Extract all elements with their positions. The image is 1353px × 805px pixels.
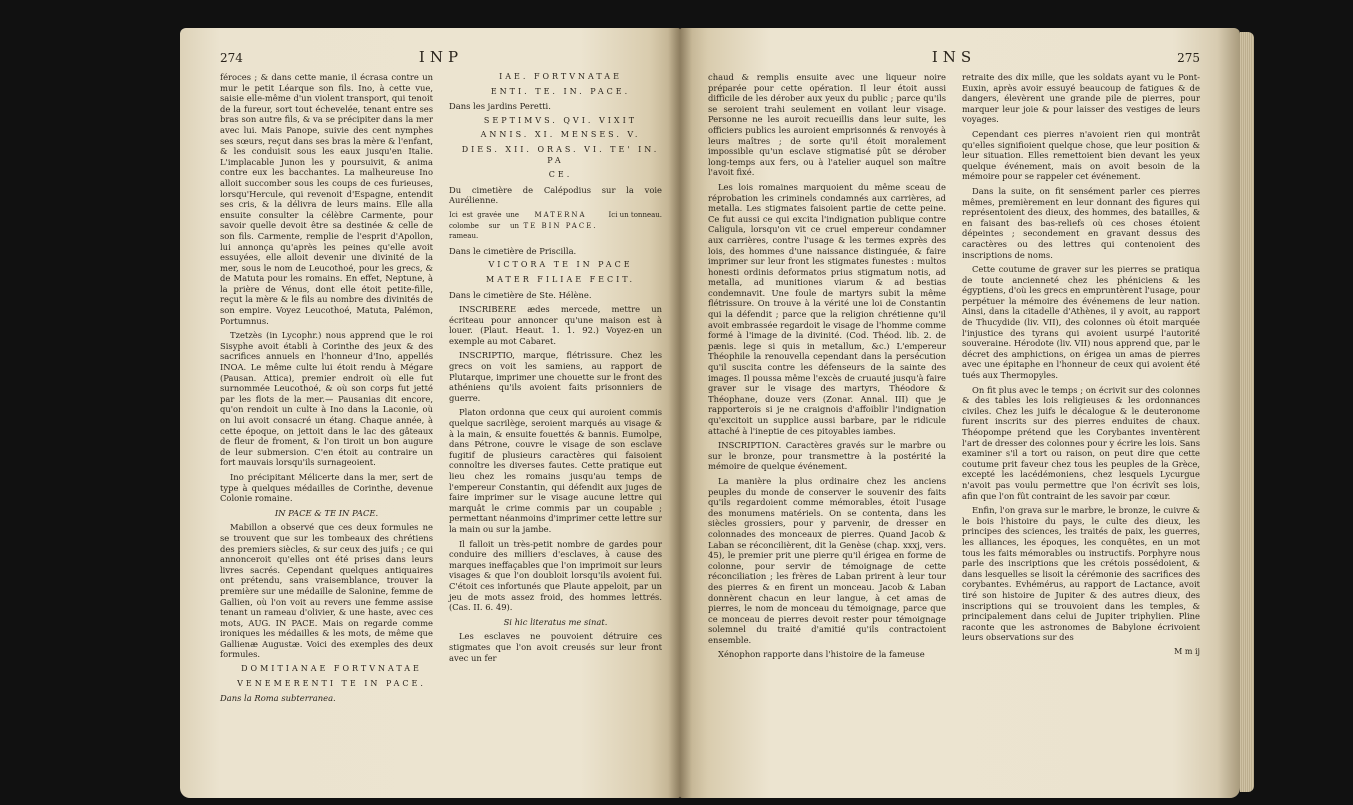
paragraph: chaud & remplis ensuite avec une liqueur noire préparée pour cette opération. Il leur étoit aussi difficile de les dérober aux yeux du public ; parce qu'ils se seroient trahi seulement en voilant leur visage. Personne ne les auroit recueillis dans leur suite, les officiers publics les auroient emprisonnés & renvoyés à leurs maîtres ; de sorte qu'il étoit moralement impossible qu'un esclave stigmatisé pût se dérober long-temps aux fers, ou à l'atelier auquel son maître l'avoit fixé. — [708, 72, 946, 178]
right-page-number: 275 — [1177, 51, 1200, 65]
inscription-line: VENEMERENTI TE IN PACE. — [237, 678, 426, 688]
inscription-line: CE. — [548, 170, 573, 180]
left-columns — [220, 72, 662, 708]
inscription-line: SEPTIMVS. QVI. VIXIT — [483, 115, 638, 125]
caption: Dans le cimetière de Priscilla. — [449, 245, 577, 256]
paragraph: Tzetzès (in Lycophr.) nous apprend que le roi Sisyphe avoit établi à Corinthe des jeux & des sacrifices annuels en l'honneur d'Ino, appellés INOA. Le même culte lui étoit rendu à Mégare (Pausan. Attica), premier endroit où elle fut surnommée Leucothoé, & où son corps fut jetté par les flots de la mer.— Pausanias dit encore, qu'on rendoit un culte à Ino dans la Laconie, où on lui avoit consacré un étang. Chaque année, à cette époque, on jettoit dans le lac des gâteaux de fleur de froment, & l'on tiroit un bon augure de leur submersion. C'en étoit au contraire un fort mauvais lorsqu'ils surnageoient. — [220, 330, 433, 468]
right-page — [680, 28, 1240, 798]
right-column-2 — [962, 72, 1200, 664]
inscription-line: MATERNA — [534, 210, 587, 219]
entry-paragraph: INSCRIPTION. Caractères gravés sur le marbre ou sur le bronze, pour transmettre à la postérité la mémoire de quelque événement. — [708, 440, 946, 472]
open-book — [180, 28, 1240, 798]
quotation: Si hic literatus me sinat. — [503, 616, 608, 627]
entry-paragraph: INSCRIPTIO, marque, flétrissure. Chez les grecs on voit les samiens, au rapport de Plutarque, imprimer une chouette sur le front des athéniens qu'ils avoient faits prisonniers de guerre. — [449, 350, 662, 403]
inscription-line: ANNIS. XI. MENSES. V. — [480, 130, 641, 140]
right-column-1 — [708, 72, 946, 664]
entry-paragraph: INSCRIBERE ædes mercede, mettre un écriteau pour annoncer qu'une maison est à louer. (Plaut. Heaut. 1. 1. 92.) Voyez-en un exemple au mot Cabaret. — [449, 304, 662, 346]
paragraph: Ino précipitant Mélicerte dans la mer, sert de type à quelques médailles de Corinthe, devenue Colonie romaine. — [220, 471, 433, 504]
caption: Du cimetière de Calépodius sur la voie Aurélienne. — [449, 184, 662, 206]
paragraph: Xénophon rapporte dans l'histoire de la fameuse — [718, 649, 925, 660]
section-heading: IN PACE & TE IN PACE. — [274, 507, 379, 518]
paragraph: Cependant ces pierres n'avoient rien qui montrât qu'elles signifioient quelque chose, que leur position & leur situation. Elles remettoient bien devant les yeux quelque événement, mais on avoit besoin de la mémoire pour se rappeler cet événement. — [962, 128, 1200, 182]
paragraph: On fit plus avec le temps ; on écrivit sur des colonnes & des tables les lois religieuses & les ordonnances civiles. Chez les juifs le décalogue & le deuteronome furent inscrits sur des pierres enduites de chaux. Théopompe prétend que les Corybantes inventèrent l'art de dresser des colonnes pour y écrire les lois. Sans examiner s'il a tort ou raison, on peut dire que cette coutume prit faveur chez tous les peuples de la Grèce, excepté les lacédémoniens, chez lesquels Lycurgue n'avoit pas voulu permettre que l'on écrivît ses lois, afin que l'on fût contraint de les savoir par cœur. — [962, 384, 1200, 501]
paragraph: Dans la suite, on fit sensément parler ces pierres mêmes, premièrement en leur donnant des figures qui représentoient des dieux, des hommes, des batailles, & en faisant des bas-reliefs où ces choses étoient dépeintes ; secondement en gravant dessus des caractères ou des lettres qui contenoient des inscriptions de noms. — [962, 185, 1200, 260]
left-page-header — [220, 48, 662, 66]
inscription-line: ENTI. TE. IN. PACE. — [490, 86, 631, 96]
side-note: Ici est gravée une colombe sur un rameau. — [449, 210, 519, 241]
right-page-header — [708, 48, 1200, 66]
left-column-1 — [220, 72, 433, 708]
paragraph: Les esclaves ne pouvoient détruire ces stigmates que l'on avoit creusés sur leur front avec un fer — [449, 631, 662, 663]
inscription-layout — [449, 210, 662, 242]
paragraph: Les lois romaines marquoient du même sceau de réprobation les criminels condamnés aux carrières, ad metalla. Les stigmates faisoient partie de cette peine. Ce fut aussi ce qui excita l'indignation publique contre Caligula, lorsqu'on vit ce cruel empereur condamner aux carrières, contre l'usage & les termes exprès des lois, des hommes d'une naissance distinguée, & faire imprimer sur leur front les stigmates funestes : multos honesti ordinis deformatos prius stigmatum notis, ad metalla, ad munitiones viarum & ad bestias condemnavit. Une foule de martyrs subit la même flétrissure. On trouve à la vérité une loi de Constantin qui la défendit ; parce que la religion chrétienne qu'il avoit embrassée regardoit le visage de l'homme comme formé à l'image de la divinité. (Cod. Théod. lib. 2. de pænis. lege si quis in metallum, &c.) L'empereur Théophile la renouvella cependant dans la persécution qu'il suscita contre les défenseurs de la sainte des images. Il poussa même l'excès de cruauté jusqu'à faire graver sur le visage des martyrs, Théodore & Théophane, douze vers (Zonar. Annal. III) que je rapporterois si je ne craignois d'affoiblir l'indignation qu'excitoit un supplice aussi barbare, par le ridicule attaché à l'ineptie de ces pitoyables iambes. — [708, 181, 946, 436]
left-page — [180, 28, 680, 798]
paragraph: La manière la plus ordinaire chez les anciens peuples du monde de conserver le souvenir des faits qu'ils regardoient comme mémorables, étoit l'usage des monumens matériels. On se contenta, dans les siècles grossiers, pour y parvenir, de dresser en colonnades des monceaux de pierres. Quand Jacob & Laban se réconcilièrent, dit la Genèse (chap. xxxj, vers. 45), le premier prit une pierre qu'il érigea en forme de colonne, pour servir de témoignage de cette réconciliation ; les frères de Laban prirent à leur tour des pierres & en firent un monceau. Jacob & Laban donnèrent chacun en leur langue, à cet amas de pierres, le nom de monceau du témoignage, parce que ce monceau de pierres devoit rester pour témoignage solemnel du traité d'amitié qu'ils contractoient ensemble. — [708, 475, 946, 645]
caption: Dans les jardins Peretti. — [449, 101, 551, 112]
paragraph: Mabillon a observé que ces deux formules ne se trouvent que sur les tombeaux des chrétiens des premiers siècles, & sur ceux des juifs ; ce qui annonceroit qu'elles ont été prises dans leurs livres sacrés. Cependant quelques antiquaires ont prétendu, sans vraisemblance, trouver la première sur une médaille de Salonine, femme de Gallien, où l'on voit au revers une femme assise tenant un rameau d'olivier, & une haste, avec ces mots, AUG. IN PACE. Mais on regarde comme ironiques les médailles & les mots, de même que Gallienæ Augustæ. Voici des exemples des deux formules. — [220, 522, 433, 660]
paragraph: Platon ordonna que ceux qui auroient commis quelque sacrilège, seroient marqués au visage & à la main, & ensuite fouettés & bannis. Eumolpe, dans Pétrone, couvre le visage de son esclave fugitif de plusieurs caractères qui faisoient connoître les diverses fautes. Cette pratique eut lieu chez les romains jusqu'au temps de l'empereur Constantin, qui défendit aux juges de faire imprimer sur le visage aucune lettre qui marquât le crime commis par un coupable ; permettant néanmoins d'imprimer cette lettre sur la main ou sur la jambe. — [449, 407, 662, 534]
caption: Dans la Roma subterranea. — [220, 693, 336, 704]
inscription-line: DIES. XII. ORAS. VI. TE' IN. PA — [461, 144, 660, 165]
paragraph: Enfin, l'on grava sur le marbre, le bronze, le cuivre & le bois l'histoire du pays, le culte des dieux, les principes des sciences, les traités de paix, les guerres, les alliances, les époques, les conquêtes, en un mot tous les faits mémorables ou instructifs. Porphyre nous parle des inscriptions que les crétois possédoient, & dans lesquelles se lisoit la cérémonie des sacrifices des corybantes. Evhémérus, au rapport de Lactance, avoit tiré son histoire de Jupiter & des autres dieux, des inscriptions qui se trouvoient dans les temples, & principalement dans celui de Jupiter triphylien. Pline raconte que les astronomes de Babylone écrivoient leurs observations sur des — [962, 505, 1200, 643]
inscription-line: TE BIN PACE. — [523, 221, 598, 230]
left-running-head: INP — [418, 48, 464, 66]
left-page-number: 274 — [220, 51, 243, 65]
paragraph: Il falloit un très-petit nombre de gardes pour conduire des milliers d'esclaves, à cause des marques ineffaçables que l'on imprimoit sur leurs visages & que l'on doubloit lorsqu'ils avoient fui. C'étoit ces infortunés que Plaute appeloit, par un jeu de mots assez froid, des hommes lettrés. (Cas. II. 6. 49). — [449, 538, 662, 613]
inscription-line: DOMITIANAE FORTVNATAE — [241, 664, 422, 674]
left-column-2 — [449, 72, 662, 708]
right-running-head: INS — [931, 48, 977, 66]
side-note: Ici un tonneau. — [608, 210, 662, 219]
inscription-line: MATER FILIAE FECIT. — [486, 274, 635, 284]
paragraph: féroces ; & dans cette manie, il écrasa contre un mur le petit Léarque son fils. Ino, à cette vue, saisie elle-même d'un violent transport, qui tenoit de la fureur, sort tout échevelée, tenant entre ses bras son autre fils, & va se précipiter dans la mer avec lui. Mais Panope, suivie des cent nymphes ses sœurs, reçut dans ses bras la mère & l'enfant, & les conduisit sous les eaux jusqu'en Italie. L'implacable Junon les y poursuivit, & anima contre eux les bacchantes. La malheureuse Ino alloit succomber sous les coups de ces furieuses, lorsqu'Hercule, qui revenoit d'Espagne, entendit ses cris, & la délivra de leurs mains. Elle alla ensuite consulter la célèbre Carmente, pour savoir quelle devoit être sa destinée & celle de son fils. Carmente, remplie de l'esprit d'Apollon, lui annonça qu'après les peines qu'elle avoit essuyées, elle alloit devenir une divinité de la mer, sous le nom de Leucothoé, pour les grecs, & de Matuta pour les romains. En effet, Neptune, à la prière de Vénus, dont elle étoit petite-fille, reçut la mère & le fils au nombre des divinités de son empire. Voyez Leucothoé, Matuta, Palémon, Portumnus. — [220, 72, 433, 326]
signature-mark: M m ij — [1174, 646, 1200, 656]
paragraph: retraite des dix mille, que les soldats ayant vu le Pont-Euxin, après avoir essuyé beaucoup de fatigues & de dangers, élevèrent une grande pile de pierres, pour marquer leur joie & pour laisser des vestiges de leurs voyages. — [962, 72, 1200, 125]
inscription-line: IAE. FORTVNATAE — [499, 72, 622, 81]
inscription-line: VICTORA TE IN PACE — [488, 260, 633, 270]
caption: Dans le cimetière de Ste. Hélène. — [449, 289, 592, 300]
right-columns — [708, 72, 1200, 664]
paragraph: Cette coutume de graver sur les pierres se pratiqua de toute ancienneté chez les phéniciens & les égyptiens, d'où les grecs en empruntèrent l'usage, pour perpétuer la mémoire des événemens de leur nation. Ainsi, dans la citadelle d'Athènes, il y avoit, au rapport de Thucydide (liv. VII), des colonnes où étoit marquée l'injustice des tyrans qui avoient usurpé l'autorité souveraine. Hérodote (liv. VII) nous apprend que, par le décret des amphictions, on érigea un amas de pierres avec une épitaphe en l'honneur de ceux qui avoient été tués aux Thermopyles. — [962, 264, 1200, 381]
page-edges — [1240, 32, 1254, 792]
